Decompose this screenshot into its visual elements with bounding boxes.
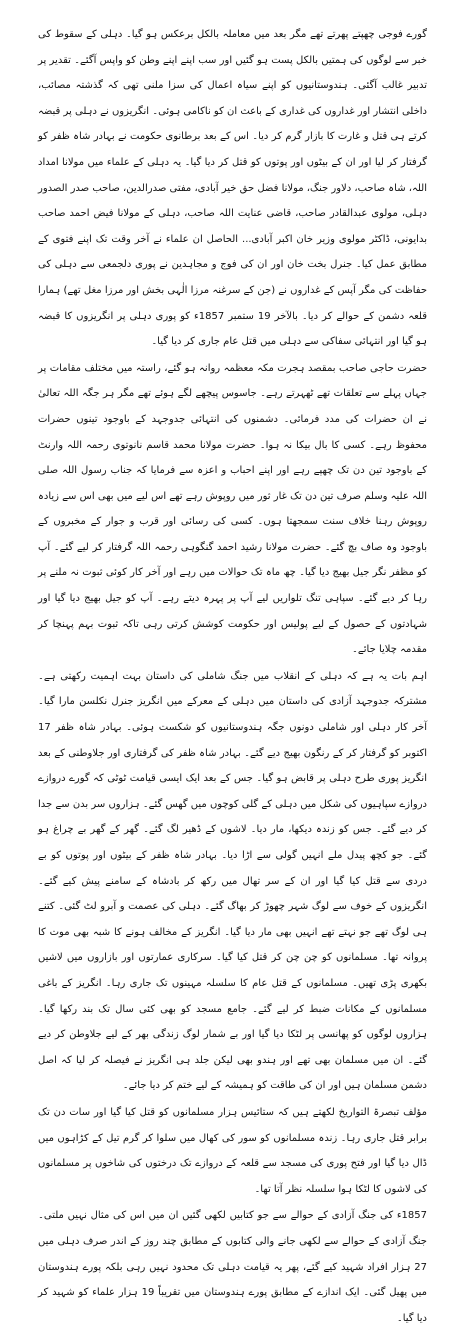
paragraph-fall-of-delhi: گورے فوجی چھپتے پھرتے تھے مگر بعد میں معاملہ بالکل برعکس ہو گیا۔ دہلی کے سقوط کی خبر سے لوگوں کی ہمتیں بالکل پست ہو گئیں اور سب اپنے اپنے وطن کو واپس آگئے۔ تقدیر پر تدبیر غالب آگئی۔ ہندوستانیوں کو اپنے سیاہ اعمال کی سزا ملنی تھی کہ گذشتہ مصائب، داخلی انتشار اور غداروں کی غداری کے باعث ان کو ناکامی ہوئی۔ انگریزوں نے دہلی پر قبضہ کرتے ہی قتل و غارت کا بازار گرم کر دیا۔ اس کے بعد برطانوی حکومت نے بہادر شاہ ظفر کو گرفتار کر لیا اور ان کے بیٹوں اور پوتوں کو قتل کر دیا گیا۔ یہ دہلی کے علماء میں مولانا امداد اللہ، شاہ صاحب، دلاور جنگ، مولانا فضل حق خیر آبادی، مفتی صدرالدین، صاحب صدر الصدور دہلی، مولوی عبدالقادر صاحب، قاضی عنایت اللہ صاحب، دہلی کے مولانا فیض احمد صاحب بدایونی، ڈاکٹر مولوی وزیر خان اکبر آبادی... الحاصل ان علماء نے آخر وقت تک اپنے فتوی کے مطابق عمل کیا۔ جنرل بخت خان اور ان کی فوج و مجاہدین نے پوری دلجمعی سے دہلی کی حفاظت کی مگر آپس کے غداروں نے (جن کے سرغنہ مرزا الٰہی بخش اور مرزا مغل تھے) ہمارا قلعہ دشمن کے حوالے کر دیا۔ بالآخر 19 ستمبر 1857ء کو پوری دہلی پر انگریزوں کا قبضہ ہو گیا اور انتہائی سفاکی سے دہلی میں قتل عام جاری کر دیا گیا۔ [38, 29, 427, 348]
paragraph-haji-sahib-migration: حضرت حاجی صاحب بمقصد ہجرت مکہ معظمہ روانہ ہو گئے، راستہ میں مختلف مقامات پر جہاں پہلے سے تعلقات تھے ٹھہرتے رہے۔ جاسوس پیچھے لگے ہوئے تھے مگر ہر جگہ اللہ تعالیٰ نے ان حضرات کی مدد فرمائی۔ دشمنوں کی انتہائی جدوجہد کے باوجود تینوں حضرات محفوظ رہے۔ کسی کا بال بیکا نہ ہوا۔ حضرت مولانا محمد قاسم نانوتوی رحمہ اللہ وارنٹ کے باوجود تین دن تک چھپے رہے اور اپنے احباب و اعزہ سے فرمایا کہ جناب رسول اللہ صلی اللہ علیہ وسلم صرف تین دن تک غار ثور میں روپوش رہے تھے اس لیے میں بھی اس سے زیادہ روپوش رہنا خلاف سنت سمجھتا ہوں۔ کسی کی رسائی اور قرب و جوار کے مخبروں کے باوجود وہ صاف بچ گئے۔ حضرت مولانا رشید احمد گنگوہی رحمہ اللہ گرفتار کر لیے گئے۔ آپ کو مظفر نگر جیل بھیج دیا گیا۔ چھ ماہ تک حوالات میں رہے اور آخر کار کوئی ثبوت نہ ملنے پر رہا کر دیے گئے۔ سپاہی تنگ تلواریں لیے آپ پر پہرہ دیتے رہے۔ آپ کو جیل بھیج دیا گیا اور شہادتوں کے حصول کے لیے پولیس اور حکومت کوشش کرتی رہی تاکہ ثبوت بہم پہنچا کر مقدمہ چلایا جائے۔ [38, 362, 427, 656]
paragraph-massacre-in-delhi: اہم بات یہ ہے کہ دہلی کے انقلاب میں جنگ شاملی کی داستان بہت اہمیت رکھتی ہے۔ مشترکہ جدوجہد آزادی کی داستان میں دہلی کے معرکے میں انگریز جنرل نکلسن مارا گیا۔ آخر کار دہلی اور شاملی دونوں جگہ ہندوستانیوں کو شکست ہوئی۔ بہادر شاہ ظفر 17 اکتوبر کو گرفتار کر کے رنگون بھیج دیے گئے۔ بہادر شاہ ظفر کی گرفتاری اور جلاوطنی کے بعد انگریز پوری طرح دہلی پر قابض ہو گیا۔ جس کے بعد ایک ایسی قیامت ٹوٹی کہ گورے دروازے دروازے سپاہیوں کی شکل میں دہلی کے گلی کوچوں میں گھس گئے۔ ہزاروں سر بدن سے جدا کر دیے گئے۔ جس کو زندہ دیکھا، مار دیا۔ لاشوں کے ڈھیر لگ گئے۔ گھر کے گھر بے چراغ ہو گئے۔ جو کچھ پیدل ملے انہیں گولی سے اڑا دیا۔ بہادر شاہ ظفر کے بیٹوں اور پوتوں کو بے دردی سے قتل کیا گیا اور ان کے سر تھال میں رکھ کر بادشاہ کے سامنے پیش کیے گئے۔ انگریزوں کے خوف سے لوگ شہر چھوڑ کر بھاگ گئے۔ دہلی کی عصمت و آبرو لٹ گئی۔ کتنے ہی لوگ تھے جو نہتے تھے انہیں بھی مار دیا گیا۔ انگریز کے مخالف ہونے کا شبہ بھی موت کا پروانہ تھا۔ مسلمانوں کو چن چن کر قتل کیا گیا۔ سرکاری عمارتوں اور بازاروں میں لاشیں بکھری پڑی تھیں۔ مسلمانوں کے قتل عام کا سلسلہ مہینوں تک جاری رہا۔ انگریز کے باغی مسلمانوں کے مکانات ضبط کر لیے گئے۔ جامع مسجد کو بھی کئی سال تک بند رکھا گیا۔ ہزاروں لوگوں کو پھانسی پر لٹکا دیا گیا اور بے شمار لوگ زندگی بھر کے لیے جلاوطن کر دیے گئے۔ ان میں مسلمان بھی تھے اور ہندو بھی لیکن جلد ہی انگریز نے فیصلہ کر لیا کہ اصل دشمن مسلمان ہیں اور ان کی طاقت کو ہمیشہ کے لیے ختم کر دیا جائے۔ [38, 670, 427, 1092]
paragraph-1857-casualties: 1857ء کی جنگ آزادی کے حوالے سے جو کتابیں لکھی گئیں ان میں اس کی مثال نہیں ملتی۔ جنگ آزادی کے حوالے سے لکھی جانے والی کتابوں کے مطابق چند روز کے اندر صرف دہلی میں 27 ہزار افراد شہید کیے گئے، پھر یہ قیامت دہلی تک محدود نہیں رہی بلکہ پورے ہندوستان میں پھیل گئی۔ ایک اندازے کے مطابق پورے ہندوستان میں تقریباً 19 ہزار علماء کو شہید کر دیا گیا۔ [38, 1210, 427, 1324]
paragraph-tabsirat-quote: مؤلف تبصرۃ التواریخ لکھتے ہیں کہ ستائیس ہزار مسلمانوں کو قتل کیا گیا اور سات دن تک برابر قتل جاری رہا۔ زندہ مسلمانوں کو سور کی کھال میں سلوا کر گرم تیل کے کڑاہوں میں ڈال دیا گیا اور فتح پوری کی مسجد سے قلعہ کے دروازے تک درختوں کی شاخوں پر مسلمانوں کی لاشوں کا لٹکا ہوا سلسلہ نظر آتا تھا۔ [38, 1106, 427, 1195]
